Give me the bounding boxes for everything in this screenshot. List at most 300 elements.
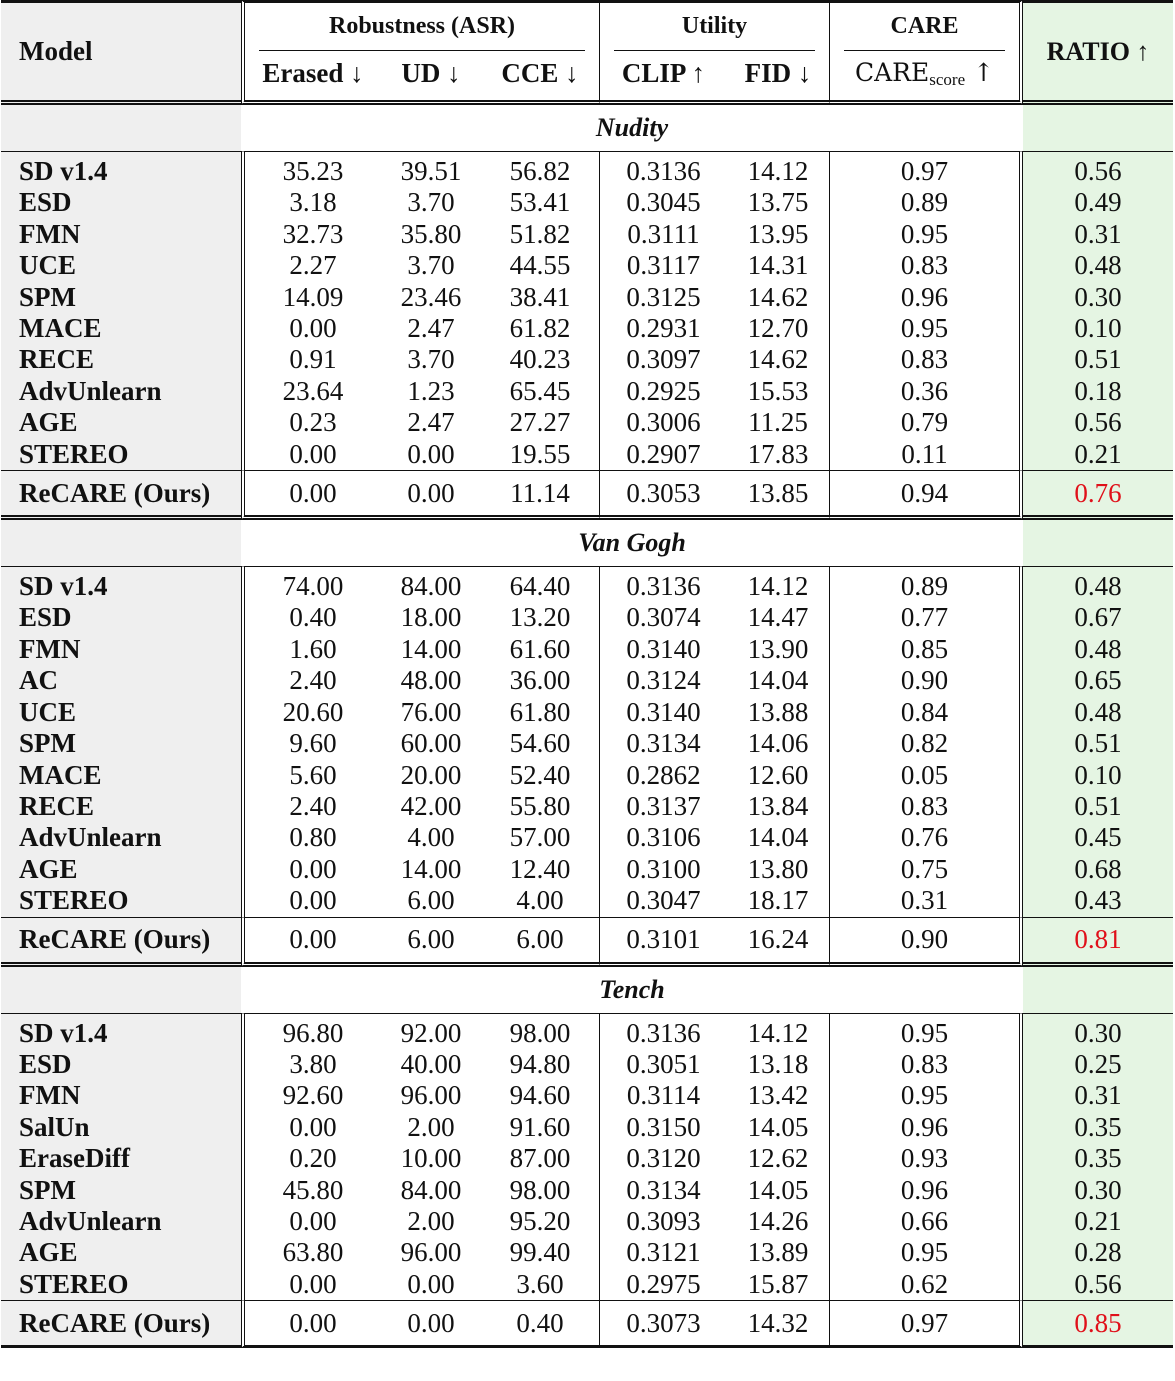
section-title: Van Gogh: [578, 528, 686, 558]
ratio-value: 0.51: [1023, 344, 1173, 375]
erased-value: 92.60: [241, 1080, 381, 1111]
cce-value: 61.80: [509, 696, 571, 727]
section-model-cell: [1, 967, 241, 1013]
cce-value: 94.60: [509, 1080, 571, 1111]
ud-column-header: UD ↓: [381, 51, 481, 105]
care-score-value: 0.66: [829, 1206, 1023, 1237]
erased-value: 0.00: [241, 917, 381, 967]
ud-value: 3.70: [407, 250, 455, 281]
erased-value: 0.80: [241, 822, 381, 853]
model-name: AdvUnlearn: [1, 376, 241, 407]
section-header-row: [1, 967, 1173, 1013]
results-table-container: [1, 0, 1173, 1348]
erased-value: 63.80: [241, 1237, 381, 1268]
fid-value: 14.06: [747, 728, 809, 759]
cce-value: 36.00: [509, 665, 571, 696]
table-row: [1, 407, 1173, 438]
table-row: [1, 697, 1173, 728]
ratio-value: 0.56: [1023, 1269, 1173, 1300]
cce-value: 44.55: [509, 250, 571, 281]
table-row: [1, 728, 1173, 759]
fid-value: 13.88: [747, 696, 809, 727]
ratio-value: 0.56: [1023, 407, 1173, 438]
clip-value: 0.3136: [599, 566, 727, 602]
results-table: [1, 0, 1173, 1348]
ud-value: 42.00: [400, 790, 462, 821]
model-name: FMN: [1, 219, 241, 250]
table-row: [1, 1206, 1173, 1237]
erased-value: 0.00: [241, 313, 381, 344]
fid-column-header: FID ↓: [727, 51, 829, 105]
ud-value: 23.46: [400, 281, 462, 312]
ratio-value: 0.30: [1023, 1175, 1173, 1206]
fid-value: 15.53: [747, 375, 809, 406]
cce-value: 65.45: [509, 375, 571, 406]
section-title: Nudity: [595, 113, 669, 142]
model-column-header: Model: [1, 0, 241, 105]
care-score-value: 0.95: [829, 1237, 1023, 1268]
ratio-value: 0.43: [1023, 885, 1173, 916]
section-header-row: [1, 105, 1173, 151]
ud-value: 1.23: [407, 375, 455, 406]
clip-value: 0.3150: [599, 1112, 727, 1143]
model-name: RECE: [1, 791, 241, 822]
fid-value: 13.75: [747, 187, 809, 218]
model-name: AC: [1, 665, 241, 696]
erased-value: 23.64: [241, 376, 381, 407]
care-score-value: 0.79: [829, 407, 1023, 438]
ud-value: 4.00: [407, 822, 455, 853]
model-name: AGE: [1, 854, 241, 885]
erased-value: 32.73: [241, 219, 381, 250]
fid-value: 17.83: [747, 438, 809, 469]
table-body: [1, 105, 1173, 1348]
clip-value: 0.3101: [599, 917, 727, 967]
care-score-value: 0.97: [829, 1300, 1023, 1348]
model-name: STEREO: [1, 885, 241, 916]
model-name: SPM: [1, 282, 241, 313]
table-row: [1, 282, 1173, 313]
fid-value: 18.17: [747, 885, 809, 916]
care-score-subscript: score: [929, 70, 966, 89]
cce-value: 52.40: [509, 759, 571, 790]
model-name: STEREO: [1, 439, 241, 470]
clip-value: 0.2907: [599, 439, 727, 470]
model-name: ReCARE (Ours): [1, 1300, 241, 1348]
clip-column-header: CLIP ↑: [599, 51, 727, 105]
robustness-group-label: Robustness (ASR): [328, 13, 516, 39]
clip-value: 0.3124: [599, 665, 727, 696]
fid-value: 12.70: [747, 313, 809, 344]
fid-value: 13.89: [747, 1237, 809, 1268]
ratio-value: 0.30: [1023, 282, 1173, 313]
ratio-value: 0.49: [1023, 187, 1173, 218]
fid-value: 14.12: [727, 566, 829, 602]
fid-value: 13.18: [747, 1048, 809, 1079]
model-name: SPM: [1, 728, 241, 759]
care-score-value: 0.90: [829, 665, 1023, 696]
ratio-value: 0.30: [1023, 1013, 1173, 1049]
cce-value: 56.82: [481, 151, 599, 187]
ud-value: 6.00: [381, 917, 481, 967]
ud-value: 3.70: [407, 344, 455, 375]
table-row: [1, 439, 1173, 470]
clip-value: 0.2862: [599, 760, 727, 791]
fid-value: 14.31: [747, 250, 809, 281]
erased-value: 20.60: [241, 697, 381, 728]
fid-value: 16.24: [727, 917, 829, 967]
ratio-value: 0.67: [1023, 602, 1173, 633]
clip-value: 0.3073: [599, 1300, 727, 1348]
model-name: FMN: [1, 634, 241, 665]
ud-value: 2.47: [407, 313, 455, 344]
table-row: [1, 313, 1173, 344]
table-row: [1, 822, 1173, 853]
model-name: AdvUnlearn: [1, 822, 241, 853]
ud-value: 48.00: [400, 665, 462, 696]
fid-value: 14.04: [747, 665, 809, 696]
table-row: [1, 344, 1173, 375]
ud-value: 18.00: [400, 602, 462, 633]
table-row: [1, 1049, 1173, 1080]
table-row: [1, 1175, 1173, 1206]
erased-value: 3.80: [241, 1049, 381, 1080]
care-score-value: 0.96: [829, 1112, 1023, 1143]
fid-value: 14.12: [727, 1013, 829, 1049]
cce-value: 51.82: [509, 218, 571, 249]
erased-value: 5.60: [241, 760, 381, 791]
cce-value: 94.80: [509, 1048, 571, 1079]
ud-value: 6.00: [407, 885, 455, 916]
model-name: ESD: [1, 602, 241, 633]
ratio-value: 0.48: [1023, 697, 1173, 728]
model-name: SD v1.4: [1, 566, 241, 602]
cce-value: 19.55: [509, 438, 571, 469]
ud-value: 35.80: [400, 218, 462, 249]
cce-value: 40.23: [509, 344, 571, 375]
clip-value: 0.3125: [599, 282, 727, 313]
care-score-arrow: ↑: [965, 58, 995, 87]
fid-value: 14.62: [747, 344, 809, 375]
table-row: [1, 791, 1173, 822]
fid-value: 14.12: [727, 151, 829, 187]
utility-group-label: Utility: [681, 13, 748, 39]
care-score-value: 0.83: [829, 791, 1023, 822]
care-score-value: 0.90: [829, 917, 1023, 967]
erased-value: 0.00: [241, 470, 381, 520]
ratio-column-header: RATIO ↑: [1023, 0, 1173, 105]
cce-value: 98.00: [481, 1013, 599, 1049]
care-score-value: 0.62: [829, 1269, 1023, 1300]
care-score-value: 0.11: [829, 439, 1023, 470]
cce-value: 53.41: [509, 187, 571, 218]
care-score-value: 0.36: [829, 376, 1023, 407]
cce-value: 54.60: [509, 728, 571, 759]
clip-value: 0.3136: [599, 151, 727, 187]
clip-value: 0.3137: [599, 791, 727, 822]
erased-value: 0.00: [241, 1300, 381, 1348]
model-name: ReCARE (Ours): [1, 917, 241, 967]
ratio-value: 0.35: [1023, 1143, 1173, 1174]
table-row: [1, 854, 1173, 885]
ratio-value: 0.51: [1023, 791, 1173, 822]
clip-value: 0.2931: [599, 313, 727, 344]
care-score-value: 0.85: [829, 634, 1023, 665]
robustness-group-header: [241, 0, 599, 51]
clip-value: 0.3121: [599, 1237, 727, 1268]
ud-value: 92.00: [381, 1013, 481, 1049]
model-name: SPM: [1, 1175, 241, 1206]
clip-value: 0.3093: [599, 1206, 727, 1237]
cce-value: 87.00: [509, 1143, 571, 1174]
cce-value: 3.60: [516, 1268, 564, 1299]
cce-value: 12.40: [509, 853, 571, 884]
fid-value: 11.25: [748, 407, 808, 438]
section-ratio-cell: [1023, 520, 1173, 566]
cce-value: 95.20: [509, 1205, 571, 1236]
ratio-value-best: 0.85: [1023, 1300, 1173, 1348]
erased-value: 14.09: [241, 282, 381, 313]
model-name: AdvUnlearn: [1, 1206, 241, 1237]
section-header-row: [1, 520, 1173, 566]
care-score-value: 0.93: [829, 1143, 1023, 1174]
erased-value: 96.80: [241, 1013, 381, 1049]
cce-value: 61.60: [509, 633, 571, 664]
ud-value: 0.00: [407, 438, 455, 469]
erased-column-header: Erased ↓: [241, 51, 381, 105]
fid-value: 13.42: [747, 1080, 809, 1111]
care-score-value: 0.83: [829, 250, 1023, 281]
ratio-value: 0.45: [1023, 822, 1173, 853]
table-row: [1, 634, 1173, 665]
ratio-value: 0.21: [1023, 439, 1173, 470]
ud-value: 60.00: [400, 728, 462, 759]
clip-value: 0.3100: [599, 854, 727, 885]
clip-value: 0.3140: [599, 634, 727, 665]
clip-value: 0.3120: [599, 1143, 727, 1174]
ud-value: 2.47: [407, 407, 455, 438]
ud-value: 14.00: [400, 853, 462, 884]
care-score-value: 0.83: [829, 1049, 1023, 1080]
model-name: MACE: [1, 760, 241, 791]
ud-value: 40.00: [400, 1048, 462, 1079]
erased-value: 74.00: [241, 566, 381, 602]
cce-value: 91.60: [509, 1111, 571, 1142]
fid-value: 13.80: [747, 853, 809, 884]
erased-value: 0.00: [241, 1112, 381, 1143]
clip-value: 0.3106: [599, 822, 727, 853]
model-name: AGE: [1, 407, 241, 438]
erased-value: 1.60: [241, 634, 381, 665]
cce-column-header: CCE ↓: [481, 51, 599, 105]
clip-value: 0.3114: [599, 1080, 727, 1111]
cce-value: 6.00: [481, 917, 599, 967]
care-score-value: 0.95: [829, 219, 1023, 250]
model-name: STEREO: [1, 1269, 241, 1300]
utility-group-header: [599, 0, 829, 51]
table-row: [1, 1237, 1173, 1268]
fid-value: 14.32: [727, 1300, 829, 1348]
ratio-value: 0.48: [1023, 250, 1173, 281]
care-score-value: 0.95: [829, 313, 1023, 344]
clip-value: 0.3074: [599, 602, 727, 633]
ud-value: 96.00: [400, 1080, 462, 1111]
care-score-value: 0.83: [829, 344, 1023, 375]
fid-value: 13.84: [747, 790, 809, 821]
cce-value: 99.40: [509, 1237, 571, 1268]
care-score-value: 0.89: [829, 566, 1023, 602]
ratio-value: 0.48: [1023, 566, 1173, 602]
ud-value: 0.00: [381, 470, 481, 520]
table-row: [1, 187, 1173, 218]
care-score-value: 0.96: [829, 1175, 1023, 1206]
ud-value: 3.70: [407, 187, 455, 218]
care-score-value: 0.31: [829, 885, 1023, 916]
cce-value: 57.00: [509, 822, 571, 853]
clip-value: 0.3140: [599, 697, 727, 728]
table-row: [1, 602, 1173, 633]
model-name: MACE: [1, 313, 241, 344]
cce-value: 11.14: [481, 470, 599, 520]
cce-value: 27.27: [509, 407, 571, 438]
section-title: Tench: [599, 974, 665, 1004]
ours-row: [1, 470, 1173, 520]
cce-value: 55.80: [509, 790, 571, 821]
care-score-value: 0.05: [829, 760, 1023, 791]
model-name: FMN: [1, 1080, 241, 1111]
ud-value: 2.00: [407, 1205, 455, 1236]
clip-value: 0.3097: [599, 344, 727, 375]
erased-value: 3.18: [241, 187, 381, 218]
section-model-cell: [1, 105, 241, 151]
model-name: UCE: [1, 250, 241, 281]
care-score-value: 0.75: [829, 854, 1023, 885]
ud-value: 0.00: [381, 1300, 481, 1348]
care-score-value: 0.77: [829, 602, 1023, 633]
care-group-header: [829, 0, 1023, 51]
table-header: [1, 0, 1173, 105]
clip-value: 0.3006: [599, 407, 727, 438]
ratio-value: 0.31: [1023, 1080, 1173, 1111]
clip-value: 0.3117: [599, 250, 727, 281]
clip-value: 0.3053: [599, 470, 727, 520]
model-name: SalUn: [1, 1112, 241, 1143]
ratio-value: 0.21: [1023, 1206, 1173, 1237]
fid-value: 13.85: [727, 470, 829, 520]
clip-value: 0.3051: [599, 1049, 727, 1080]
ratio-value: 0.18: [1023, 376, 1173, 407]
erased-value: 0.00: [241, 1269, 381, 1300]
table-row: [1, 376, 1173, 407]
model-name: ESD: [1, 187, 241, 218]
cce-value: 0.40: [481, 1300, 599, 1348]
ud-value: 0.00: [407, 1268, 455, 1299]
table-row: [1, 1080, 1173, 1111]
cce-value: 4.00: [516, 885, 564, 916]
fid-value: 12.62: [747, 1143, 809, 1174]
table-row: [1, 1143, 1173, 1174]
ratio-value: 0.10: [1023, 313, 1173, 344]
clip-value: 0.3047: [599, 885, 727, 916]
table-row: [1, 566, 1173, 602]
cce-value: 98.00: [509, 1174, 571, 1205]
ratio-value: 0.65: [1023, 665, 1173, 696]
model-name: UCE: [1, 697, 241, 728]
ud-value: 14.00: [400, 633, 462, 664]
care-score-value: 0.76: [829, 822, 1023, 853]
care-score-value: 0.96: [829, 282, 1023, 313]
ratio-value: 0.68: [1023, 854, 1173, 885]
care-score-column-header: [829, 51, 1023, 105]
erased-value: 0.40: [241, 602, 381, 633]
ud-value: 10.00: [400, 1143, 462, 1174]
model-name: ReCARE (Ours): [1, 470, 241, 520]
ud-value: 2.00: [407, 1111, 455, 1142]
table-row: [1, 1269, 1173, 1300]
ratio-value: 0.31: [1023, 219, 1173, 250]
care-score-value: 0.95: [829, 1013, 1023, 1049]
erased-value: 2.27: [241, 250, 381, 281]
ours-row: [1, 1300, 1173, 1348]
fid-value: 14.26: [747, 1205, 809, 1236]
erased-value: 0.23: [241, 407, 381, 438]
section-model-cell: [1, 520, 241, 566]
care-score-value: 0.82: [829, 728, 1023, 759]
fid-value: 13.95: [747, 218, 809, 249]
erased-value: 0.00: [241, 1206, 381, 1237]
fid-value: 14.62: [747, 281, 809, 312]
care-score-value: 0.84: [829, 697, 1023, 728]
table-row: [1, 665, 1173, 696]
ud-value: 76.00: [400, 696, 462, 727]
clip-value: 0.3134: [599, 1175, 727, 1206]
clip-value: 0.3111: [599, 219, 727, 250]
care-score-main: CARE: [855, 58, 930, 87]
ratio-value-best: 0.76: [1023, 470, 1173, 520]
ratio-value: 0.35: [1023, 1112, 1173, 1143]
table-row: [1, 151, 1173, 187]
clip-value: 0.3134: [599, 728, 727, 759]
fid-value: 14.47: [747, 602, 809, 633]
cce-value: 38.41: [509, 281, 571, 312]
ud-value: 39.51: [381, 151, 481, 187]
erased-value: 0.20: [241, 1143, 381, 1174]
ud-value: 96.00: [400, 1237, 462, 1268]
ratio-value: 0.10: [1023, 760, 1173, 791]
ratio-value-best: 0.81: [1023, 917, 1173, 967]
erased-value: 9.60: [241, 728, 381, 759]
ud-value: 84.00: [400, 1174, 462, 1205]
table-row: [1, 250, 1173, 281]
erased-value: 0.00: [241, 854, 381, 885]
cce-value: 13.20: [509, 602, 571, 633]
table-row: [1, 1112, 1173, 1143]
erased-value: 0.91: [241, 344, 381, 375]
cce-value: 64.40: [481, 566, 599, 602]
care-score-value: 0.89: [829, 187, 1023, 218]
care-score-value: 0.95: [829, 1080, 1023, 1111]
model-name: EraseDiff: [1, 1143, 241, 1174]
ratio-value: 0.51: [1023, 728, 1173, 759]
model-name: AGE: [1, 1237, 241, 1268]
erased-value: 0.00: [241, 885, 381, 916]
fid-value: 14.04: [747, 822, 809, 853]
ud-value: 84.00: [381, 566, 481, 602]
clip-value: 0.3136: [599, 1013, 727, 1049]
ours-row: [1, 917, 1173, 967]
table-row: [1, 1013, 1173, 1049]
erased-value: 0.00: [241, 439, 381, 470]
